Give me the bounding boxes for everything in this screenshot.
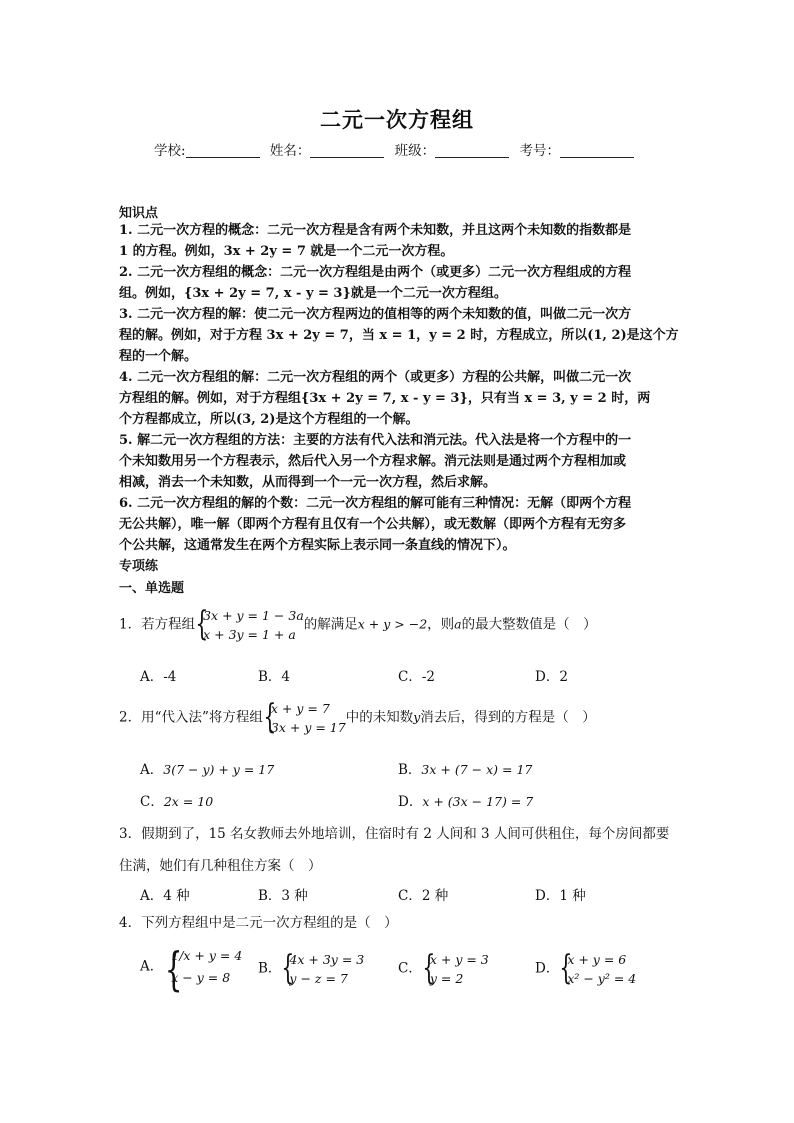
equation: { x + y = 3 bbox=[429, 952, 489, 967]
knowledge-heading: 知识点 bbox=[119, 206, 159, 221]
question-1-variable: a bbox=[454, 616, 462, 632]
option-d[interactable]: D．1 种 bbox=[535, 888, 586, 904]
option-a[interactable] bbox=[140, 758, 274, 778]
option-d-system bbox=[559, 950, 636, 988]
document-title: 二元一次方程组 bbox=[320, 107, 474, 132]
option-label: D． bbox=[535, 960, 560, 977]
knowledge-line: 无公共解），唯一解（即两个方程有且仅有一个公共解），或无数解（即两个方程有无穷多 bbox=[119, 517, 627, 532]
equation: 3x + y = 17 bbox=[270, 720, 346, 735]
equation: y − z = 7 bbox=[289, 971, 348, 986]
option-expression: 3x + (7 − x) = 17 bbox=[421, 762, 533, 777]
single-choice-heading: 一、单选题 bbox=[119, 581, 185, 596]
question-4: 4．下列方程组中是二元一次方程组的是（ ） bbox=[119, 915, 398, 931]
option-a[interactable]: A．4 种 bbox=[140, 888, 190, 904]
equation: { 3x + y = 1 − 3a bbox=[203, 608, 304, 623]
question-3 bbox=[119, 818, 689, 882]
question-1-system bbox=[195, 606, 304, 644]
class-blank[interactable] bbox=[435, 143, 509, 158]
question-1-mid: 的解满足 bbox=[303, 616, 358, 633]
question-3-line: 3．假期到了，15 名女教师去外地培训，住宿时有 2 人间和 3 人间可供租住，每个房间都要 bbox=[119, 826, 670, 842]
option-c[interactable]: C．-2 bbox=[398, 669, 435, 685]
option-label: D． bbox=[398, 794, 423, 810]
equation: x² − y² = 4 bbox=[567, 971, 637, 986]
knowledge-line: 组。例如，{3x + 2y = 7, x - y = 3}就是一个二元一次方程组。 bbox=[119, 286, 507, 301]
knowledge-line: 3. 二元一次方程的解：使二元一次方程两边的值相等的两个未知数的值，叫做二元一次方 bbox=[119, 307, 632, 322]
option-b[interactable] bbox=[398, 758, 532, 778]
knowledge-line: 相减，消去一个未知数，从而得到一个一元一次方程，然后求解。 bbox=[119, 475, 497, 490]
knowledge-line: 1 的方程。例如，3x + 2y = 7 就是一个二元一次方程。 bbox=[119, 244, 454, 259]
question-2-mid: 中的未知数 bbox=[345, 709, 414, 726]
option-label: B． bbox=[258, 960, 282, 977]
name-label: 姓名： bbox=[269, 143, 311, 159]
option-label: B． bbox=[398, 762, 422, 778]
question-1-prefix: 1．若方程组 bbox=[119, 616, 196, 633]
knowledge-line: 6. 二元一次方程组的解的个数：二元一次方程组的解可能有三种情况：无解（即两个方程 bbox=[119, 496, 632, 511]
knowledge-line: 程的解。例如，对于方程 3x + 2y = 7，当 x = 1，y = 2 时，方程成立，所以(1, 2)是这个方 bbox=[119, 328, 679, 343]
question-1 bbox=[119, 606, 689, 644]
option-b[interactable]: B．4 bbox=[258, 669, 291, 685]
option-d[interactable] bbox=[535, 950, 636, 988]
question-1-mid2: ，则 bbox=[427, 616, 455, 633]
question-2-variable: y bbox=[413, 709, 421, 725]
question-1-suffix: 的最大整数值是（ ） bbox=[461, 616, 597, 633]
exam-number-blank[interactable] bbox=[560, 143, 634, 158]
equation: { x + y = 7 bbox=[270, 701, 330, 716]
option-expression: 3(7 − y) + y = 17 bbox=[163, 762, 275, 777]
option-d[interactable] bbox=[398, 790, 533, 810]
student-info-line bbox=[0, 139, 794, 159]
knowledge-line: 4. 二元一次方程组的解：二元一次方程组的两个（或更多）方程的公共解，叫做二元一次 bbox=[119, 370, 632, 385]
school-label: 学校: bbox=[154, 143, 186, 159]
option-label: A． bbox=[140, 762, 164, 778]
question-2-prefix: 2．用“代入法”将方程组 bbox=[119, 709, 263, 726]
school-blank[interactable] bbox=[186, 143, 260, 158]
option-label: A． bbox=[140, 958, 164, 975]
equation: y = 2 bbox=[429, 971, 464, 986]
question-2 bbox=[119, 699, 689, 737]
option-a[interactable] bbox=[140, 945, 242, 989]
option-a[interactable]: A．-4 bbox=[140, 669, 177, 685]
name-blank[interactable] bbox=[310, 143, 384, 158]
equation: { 1/x + y = 4 bbox=[171, 948, 243, 963]
option-b-system bbox=[281, 950, 364, 988]
exam-number-label: 考号： bbox=[519, 143, 560, 159]
option-b[interactable]: B．3 种 bbox=[258, 888, 308, 904]
option-label: C． bbox=[398, 960, 422, 977]
option-b[interactable] bbox=[258, 950, 364, 988]
option-expression: 2x = 10 bbox=[163, 794, 214, 809]
practice-heading: 专项练 bbox=[119, 559, 159, 574]
knowledge-line: 2. 二元一次方程组的概念：二元一次方程组是由两个（或更多）二元一次方程组成的方程 bbox=[119, 265, 632, 280]
equation: x + 3y = 1 + a bbox=[203, 627, 296, 642]
knowledge-line: 个未知数用另一个方程表示，然后代入另一个方程求解。消元法则是通过两个方程相加或 bbox=[119, 454, 627, 469]
question-1-condition: x + y > −2 bbox=[357, 616, 428, 632]
option-c[interactable] bbox=[140, 790, 213, 810]
equation: { 4x + 3y = 3 bbox=[289, 952, 365, 967]
question-2-system bbox=[263, 699, 346, 737]
knowledge-line: 个方程都成立，所以(3, 2)是这个方程组的一个解。 bbox=[119, 412, 419, 427]
knowledge-line: 1. 二元一次方程的概念：二元一次方程是含有两个未知数，并且这两个未知数的指数都是 bbox=[119, 223, 632, 238]
question-2-suffix: 消去后，得到的方程是（ ） bbox=[420, 709, 596, 726]
equation: { x + y = 6 bbox=[567, 952, 627, 967]
class-label: 班级： bbox=[394, 143, 436, 159]
knowledge-line: 方程组的解。例如，对于方程组{3x + 2y = 7, x - y = 3}，只有当 x = 3, y = 2 时，两 bbox=[119, 391, 651, 406]
option-c[interactable]: C．2 种 bbox=[398, 888, 449, 904]
equation: x − y = 8 bbox=[171, 970, 231, 985]
option-a-system bbox=[163, 945, 242, 989]
knowledge-line: 程的一个解。 bbox=[119, 349, 198, 364]
knowledge-line: 5. 解二元一次方程组的方法：主要的方法有代入法和消元法。代入法是将一个方程中的一 bbox=[119, 433, 632, 448]
option-d[interactable]: D．2 bbox=[535, 669, 568, 685]
knowledge-line: 个公共解，这通常发生在两个方程实际上表示同一条直线的情况下）。 bbox=[119, 538, 516, 553]
knowledge-points bbox=[119, 220, 679, 556]
option-label: C． bbox=[140, 794, 164, 810]
option-c-system bbox=[422, 950, 489, 988]
option-expression: x + (3x − 17) = 7 bbox=[422, 794, 534, 809]
option-c[interactable] bbox=[398, 950, 489, 988]
question-3-line: 住满，她们有几种租住方案（ ） bbox=[119, 858, 322, 874]
